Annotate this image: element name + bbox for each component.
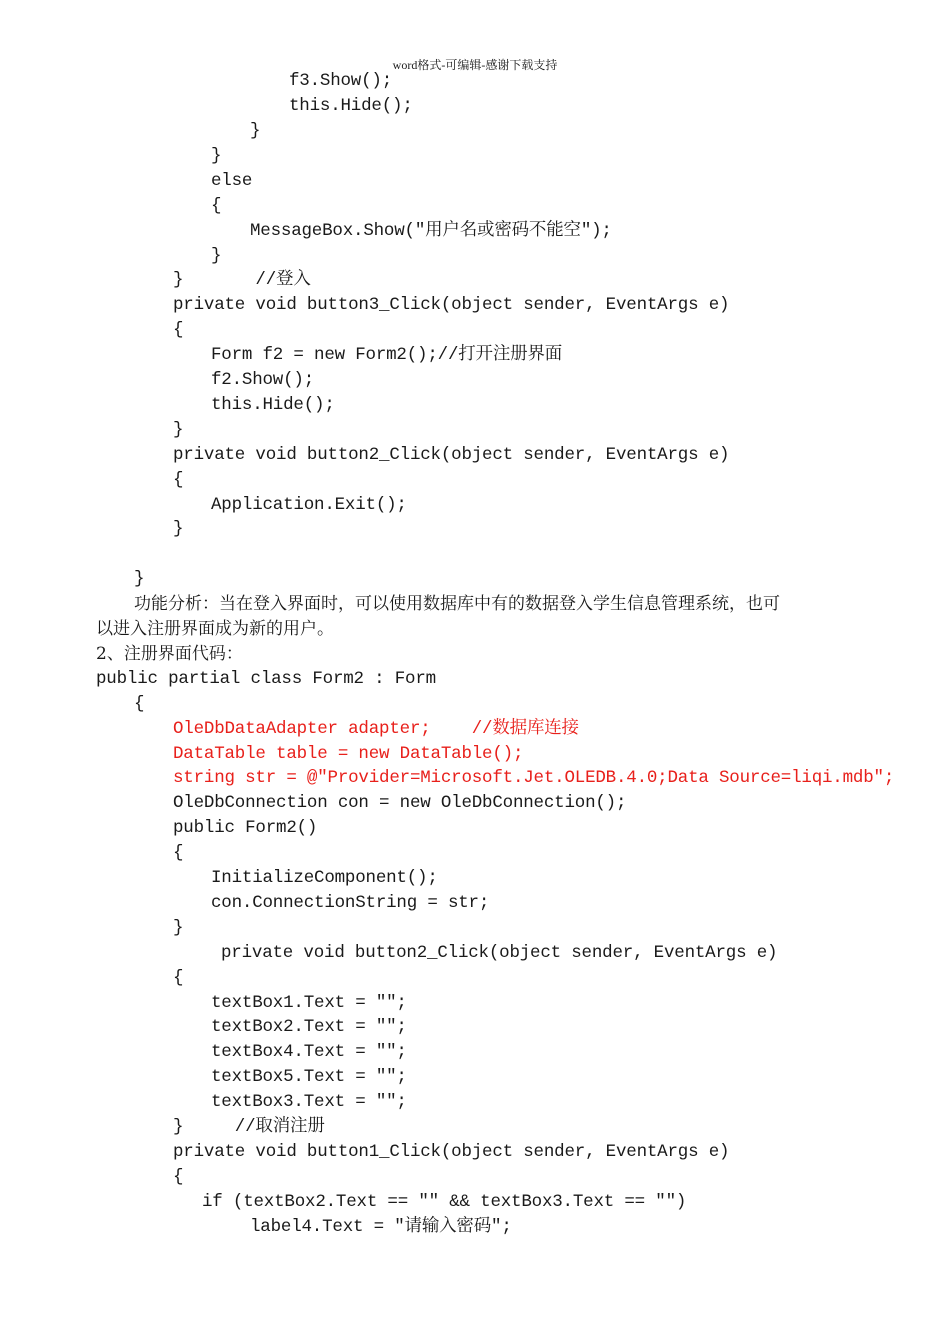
code-line-highlighted: OleDbDataAdapter adapter; //数据库连接 — [173, 719, 579, 739]
code-line: private void button2_Click(object sender, EventArgs e) — [173, 445, 730, 465]
code-line: this.Hide(); — [211, 395, 335, 415]
code-line: public partial class Form2 : Form — [96, 669, 436, 689]
code-line: } — [211, 146, 222, 166]
code-line: { — [173, 968, 184, 988]
code-line: Form f2 = new Form2();//打开注册界面 — [211, 345, 563, 365]
code-line: } — [250, 121, 261, 141]
code-line: { — [173, 470, 184, 490]
code-line: } — [134, 569, 145, 589]
code-line: else — [211, 171, 253, 191]
code-line: } — [173, 918, 184, 938]
code-line: } — [211, 246, 222, 266]
code-line: } //取消注册 — [173, 1117, 325, 1137]
code-line: } — [173, 519, 184, 539]
code-line: textBox1.Text = ""; — [211, 993, 407, 1013]
code-line: private void button3_Click(object sender, EventArgs e) — [173, 295, 730, 315]
code-line: textBox5.Text = ""; — [211, 1067, 407, 1087]
code-line: if (textBox2.Text == "" && textBox3.Text == "") — [202, 1192, 687, 1212]
code-line: Application.Exit(); — [211, 495, 407, 515]
code-line-highlighted: DataTable table = new DataTable(); — [173, 744, 524, 764]
code-line: private void button2_Click(object sender, EventArgs e) — [221, 943, 778, 963]
code-line: this.Hide(); — [289, 96, 413, 116]
code-line: { — [173, 320, 184, 340]
code-line: textBox3.Text = ""; — [211, 1092, 407, 1112]
code-line: } — [173, 420, 184, 440]
code-line: { — [173, 843, 184, 863]
code-line-highlighted: string str = @"Provider=Microsoft.Jet.OLEDB.4.0;Data Source=liqi.mdb"; — [173, 768, 895, 788]
analysis-paragraph-line: 以进入注册界面成为新的用户。 — [96, 619, 334, 639]
code-line: InitializeComponent(); — [211, 868, 438, 888]
code-line: textBox2.Text = ""; — [211, 1017, 407, 1037]
code-line: textBox4.Text = ""; — [211, 1042, 407, 1062]
code-line: label4.Text = "请输入密码"; — [250, 1217, 512, 1237]
code-line: f2.Show(); — [211, 370, 315, 390]
code-line: { — [134, 694, 145, 714]
code-line: } //登入 — [173, 270, 311, 290]
code-line: private void button1_Click(object sender, EventArgs e) — [173, 1142, 730, 1162]
page-header: word格式-可编辑-感谢下载支持 — [392, 58, 558, 72]
code-line: MessageBox.Show("用户名或密码不能空"); — [250, 221, 612, 241]
section-heading: 2、注册界面代码： — [96, 644, 243, 664]
code-line: { — [211, 196, 222, 216]
code-line: { — [173, 1167, 184, 1187]
code-line: con.ConnectionString = str; — [211, 893, 490, 913]
code-line: OleDbConnection con = new OleDbConnection(); — [173, 793, 627, 813]
analysis-paragraph-line: 功能分析：当在登入界面时，可以使用数据库中有的数据登入学生信息管理系统，也可 — [134, 594, 780, 614]
code-line: public Form2() — [173, 818, 318, 838]
code-line: f3.Show(); — [289, 71, 393, 91]
